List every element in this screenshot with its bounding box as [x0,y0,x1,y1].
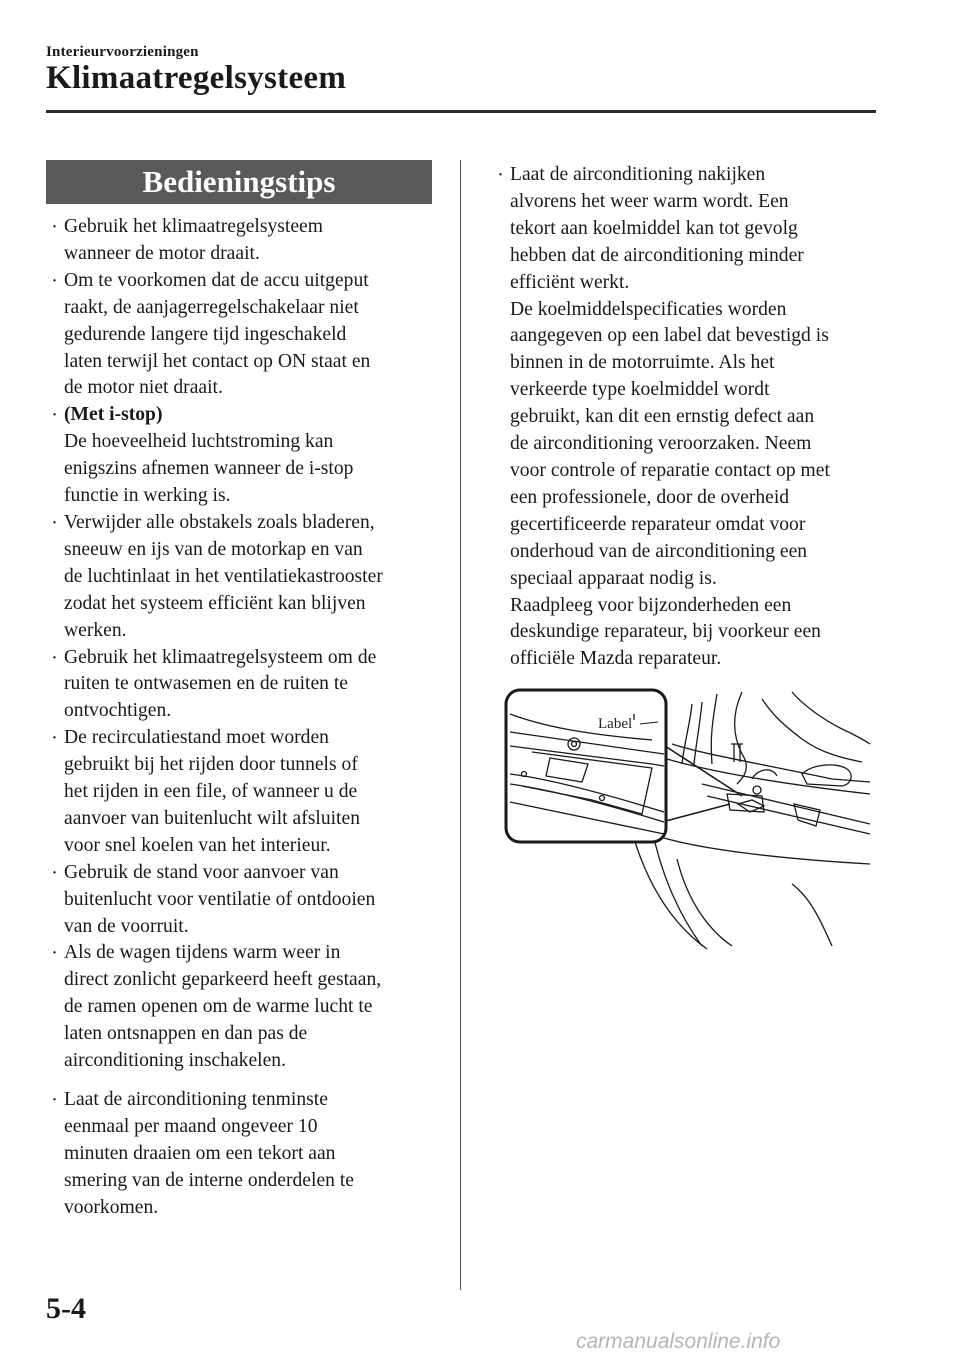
bullet-item: · De recirculatiestand moet worden gebruikt bij het rijden door tunnels of het rijden in een file, of wanneer u de aanvoer van buitenlucht wilt afsluiten voor snel koelen van het interieur. [52,727,360,856]
bullet-item: · Als de wagen tijdens warm weer in direct zonlicht geparkeerd heeft gestaan, de ramen openen om de warme lucht te laten ontsnappen en dan pas de airconditioning inschakelen. [52,942,382,1072]
watermark: carmanualsonline.info [576,1330,781,1353]
left-column [50,214,450,1222]
engine-compartment-figure [502,684,872,954]
bullet-item: · Gebruik het klimaatregelsysteem wanneer de motor draait. [52,216,323,264]
figure-callout-label: Label [598,716,633,732]
bullet-item: · Verwijder alle obstakels zoals bladeren, sneeuw en ijs van de motorkap en van de luchtinlaat in het ventilatiekastrooster zodat het systeem efficiënt kan blijven werken. [52,511,383,641]
bullet-lead: (Met i-stop) [64,404,163,426]
bullet-dot-icon: · [52,945,58,962]
bullet-dot-icon: · [498,167,504,183]
bullet-dot-icon: · [52,730,58,747]
bullet-dot-icon: · [52,272,58,289]
bullet-dot-icon: · [52,864,58,881]
right-column [496,162,896,673]
bullet-item: · Om te voorkomen dat de accu uitgeput raakt, de aanjagerregelschakelaar niet gedurende langere tijd ingeschakeld laten terwijl het contact op ON staat en de motor niet draait. [52,269,371,399]
bullet-dot-icon: · [52,514,58,531]
section-header: Bedieningstips [46,160,432,204]
bullet-item: · Gebruik de stand voor aanvoer van buitenlucht voor ventilatie of ontdooien van de voorruit. [52,861,376,937]
bullet-item: · Laat de airconditioning tenminste eenmaal per maand ongeveer 10 minuten draaien om een tekort aan smering van de interne onderdelen te voorkomen. [52,1089,354,1218]
bullet-dot-icon: · [52,1092,58,1108]
column-divider [460,160,461,1290]
title-rule [46,110,876,113]
bullet-dot-icon: · [52,649,58,666]
bullet-item: · Gebruik het klimaatregelsysteem om de ruiten te ontwasemen en de ruiten te ontvochtigen. [52,646,377,722]
section-subtitle: Interieurvoorzieningen [46,44,199,60]
bullet-dot-icon: · [52,407,58,424]
bullet-dot-icon: · [52,219,58,235]
bullet-item: · (Met i-stop) De hoeveelheid luchtstroming kan enigszins afnemen wanneer de i-stop functie in werking is. [50,402,450,510]
bullet-item: · Laat de airconditioning nakijken alvorens het weer warm wordt. Een tekort aan koelmiddel kan tot gevolg hebben dat de airconditioning minder efficiënt werkt. De koelmiddelspecificaties worden aangegeven op een label dat bevestigd is binnen in de motorruimte. Als het verkeerde type koelmiddel wordt gebruikt, kan dit een ernstig defect aan de airconditioning veroorzaken. Neem voor controle of reparatie contact op met een professionele, door de overheid gecertificeerde reparateur omdat voor onderhoud van de airconditioning een speciaal apparaat nodig is. Raadpleeg voor bijzonderheden een deskundige reparateur, bij voorkeur een officiële Mazda reparateur. [498,164,830,670]
page-title: Klimaatregelsysteem [46,60,347,96]
page-number: 5-4 [46,1292,86,1325]
